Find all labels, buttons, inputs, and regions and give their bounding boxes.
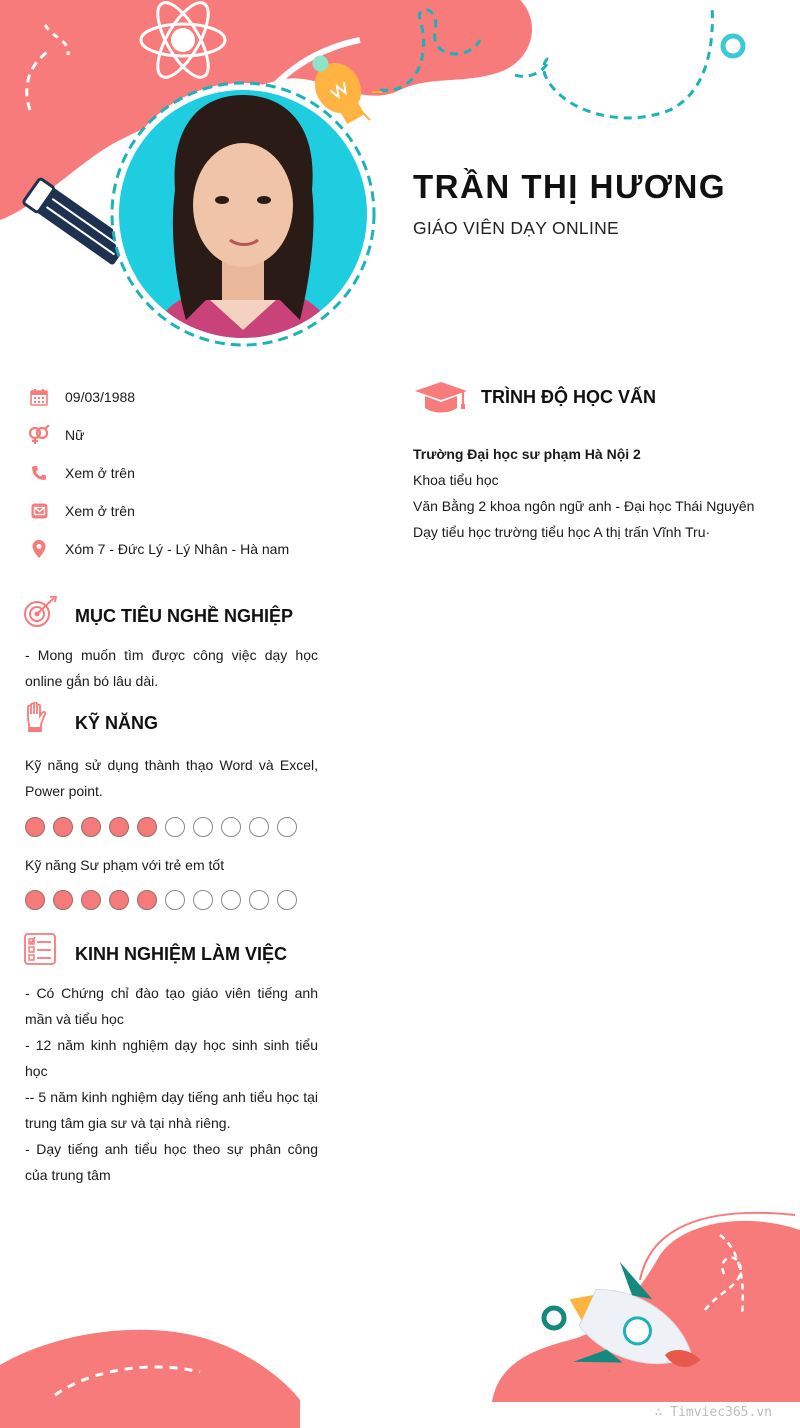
objective-text: - Mong muốn tìm được công việc dạy học online gắn bó lâu dài. [25, 647, 318, 689]
rating-dot-empty [249, 890, 269, 910]
rating-dot-empty [165, 890, 185, 910]
rating-dot-filled [137, 817, 157, 837]
experience-line: -- 5 năm kinh nghiệm dạy tiếng anh tiểu học tại trung tâm gia sư và tại nhà riêng. [25, 1089, 318, 1131]
calendar-icon [28, 386, 50, 408]
education-line: Dạy tiểu học trường tiểu học A thị trấn Vĩnh Tru· [413, 524, 711, 540]
rating-dot-empty [221, 817, 241, 837]
checklist-icon [24, 933, 56, 970]
address-row [28, 535, 289, 563]
rating-dot-filled [109, 890, 129, 910]
phone-icon [28, 462, 50, 484]
rating-dot-empty [249, 817, 269, 837]
email-row [28, 497, 135, 525]
rating-dot-empty [221, 890, 241, 910]
education-block [413, 441, 793, 545]
job-title: GIÁO VIÊN DẠY ONLINE [413, 218, 620, 238]
rating-dot-empty [277, 890, 297, 910]
experience-title: KINH NGHIỆM LÀM VIỆC [75, 944, 288, 964]
candidate-name: TRẦN THỊ HƯƠNG [413, 168, 727, 205]
email-icon [28, 500, 50, 522]
birthday-value: 09/03/1988 [65, 389, 136, 405]
skill-rating [25, 890, 297, 910]
gender-row [28, 421, 84, 449]
footer-decoration [0, 1190, 800, 1428]
skill-label: Kỹ năng Sư phạm với trẻ em tốt [25, 857, 225, 873]
rating-dot-filled [81, 817, 101, 837]
skills-title: KỸ NĂNG [75, 713, 159, 733]
education-title: TRÌNH ĐỘ HỌC VẤN [481, 387, 656, 407]
email-value: Xem ở trên [65, 503, 135, 519]
location-icon [28, 538, 50, 560]
graduation-cap-icon [413, 380, 469, 419]
experience-line: - Có Chứng chỉ đào tạo giáo viên tiếng anh mần và tiểu học [25, 985, 318, 1027]
experience-line: - 12 năm kinh nghiệm dạy học sinh sinh tiểu học [25, 1037, 318, 1079]
experience-line: - Dạy tiếng anh tiểu học theo sự phân công của trung tâm [25, 1141, 318, 1183]
objective-title: MỤC TIÊU NGHỀ NGHIỆP [75, 606, 294, 626]
rating-dot-empty [193, 890, 213, 910]
school-name: Trường Đại học sư phạm Hà Nội 2 [413, 446, 641, 462]
avatar-photo [112, 83, 375, 350]
rating-dot-filled [109, 817, 129, 837]
rating-dot-empty [277, 817, 297, 837]
skill-rating [25, 817, 297, 837]
target-icon [24, 596, 58, 633]
rating-dot-empty [193, 817, 213, 837]
education-line: Khoa tiểu học [413, 472, 499, 488]
address-value: Xóm 7 - Đức Lý - Lý Nhân - Hà nam [65, 541, 290, 557]
rating-dot-filled [137, 890, 157, 910]
rating-dot-filled [81, 890, 101, 910]
gender-icon [28, 424, 50, 446]
watermark: ∴ Timviec365.vn [654, 1405, 772, 1420]
skill-label: Kỹ năng sử dụng thành thạo Word và Excel, Power point. [25, 757, 318, 799]
rating-dot-filled [53, 817, 73, 837]
rating-dot-filled [25, 890, 45, 910]
phone-row [28, 459, 135, 487]
hand-icon [24, 702, 48, 739]
gender-value: Nữ [65, 427, 85, 443]
phone-value: Xem ở trên [65, 465, 135, 481]
rating-dot-filled [53, 890, 73, 910]
birthday-row [28, 383, 135, 411]
education-line: Văn Bằng 2 khoa ngôn ngữ anh - Đại học Thái Nguyên [413, 498, 755, 514]
rating-dot-empty [165, 817, 185, 837]
rating-dot-filled [25, 817, 45, 837]
